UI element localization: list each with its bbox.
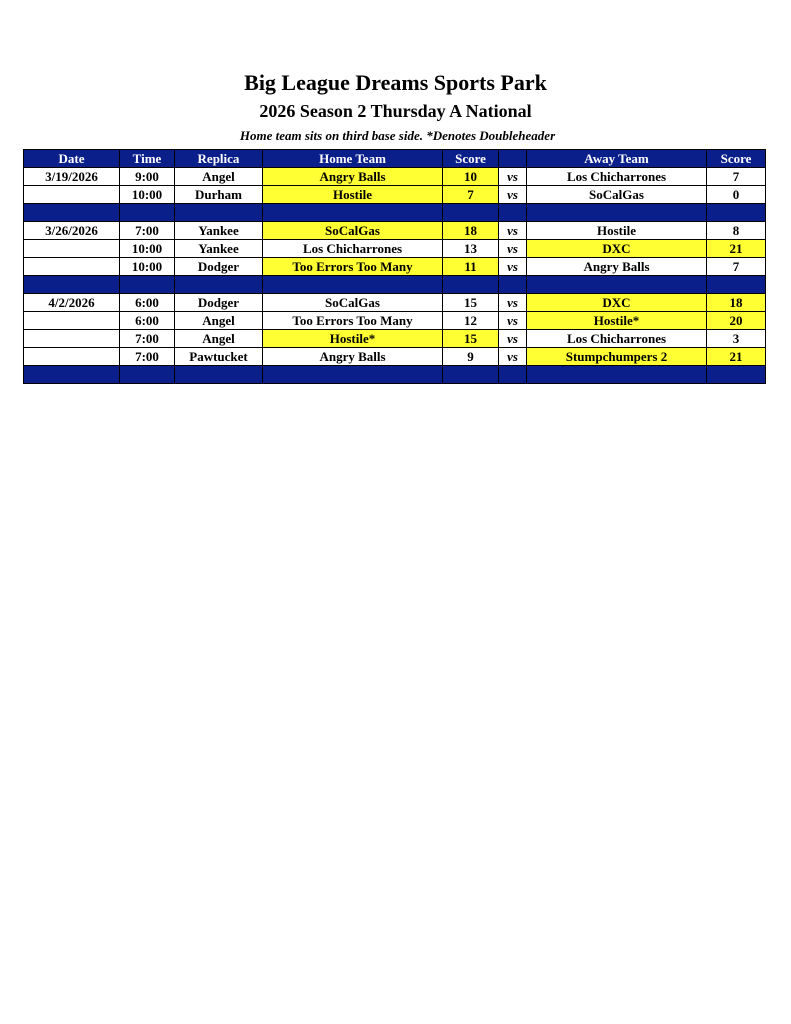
home-score-cell: 12 bbox=[443, 312, 499, 330]
separator-cell bbox=[263, 366, 443, 384]
away-team-cell: Los Chicharrones bbox=[527, 168, 707, 186]
separator-cell bbox=[24, 276, 120, 294]
away-team-cell: DXC bbox=[527, 294, 707, 312]
away-team-cell: Stumpchumpers 2 bbox=[527, 348, 707, 366]
separator-cell bbox=[499, 366, 527, 384]
away-score-cell: 3 bbox=[707, 330, 766, 348]
away-team-cell: Los Chicharrones bbox=[527, 330, 707, 348]
vs-cell: vs bbox=[499, 258, 527, 276]
separator-cell bbox=[707, 276, 766, 294]
home-score-cell: 7 bbox=[443, 186, 499, 204]
separator-cell bbox=[175, 276, 263, 294]
separator-row bbox=[24, 366, 766, 384]
away-team-cell: Angry Balls bbox=[527, 258, 707, 276]
time-cell: 10:00 bbox=[120, 186, 175, 204]
date-cell bbox=[24, 240, 120, 258]
separator-cell bbox=[120, 276, 175, 294]
away-score-cell: 21 bbox=[707, 240, 766, 258]
home-score-cell: 15 bbox=[443, 294, 499, 312]
vs-cell: vs bbox=[499, 240, 527, 258]
vs-cell: vs bbox=[499, 168, 527, 186]
replica-cell: Yankee bbox=[175, 222, 263, 240]
table-row bbox=[24, 240, 766, 258]
time-cell: 6:00 bbox=[120, 312, 175, 330]
home-team-cell: Hostile* bbox=[263, 330, 443, 348]
replica-cell: Pawtucket bbox=[175, 348, 263, 366]
home-team-cell: SoCalGas bbox=[263, 294, 443, 312]
table-row bbox=[24, 348, 766, 366]
time-cell: 6:00 bbox=[120, 294, 175, 312]
date-cell bbox=[24, 258, 120, 276]
replica-cell: Angel bbox=[175, 330, 263, 348]
page-subtitle: 2026 Season 2 Thursday A National bbox=[259, 101, 532, 121]
home-team-cell: Too Errors Too Many bbox=[263, 258, 443, 276]
vs-cell: vs bbox=[499, 312, 527, 330]
table-row bbox=[24, 330, 766, 348]
vs-cell: vs bbox=[499, 348, 527, 366]
separator-row bbox=[24, 204, 766, 222]
time-header: Time bbox=[120, 150, 175, 168]
separator-cell bbox=[499, 276, 527, 294]
date-cell: 3/19/2026 bbox=[24, 168, 120, 186]
replica-cell: Durham bbox=[175, 186, 263, 204]
home-score-cell: 15 bbox=[443, 330, 499, 348]
vs-cell: vs bbox=[499, 330, 527, 348]
away-score-cell: 8 bbox=[707, 222, 766, 240]
date-cell bbox=[24, 186, 120, 204]
home-score-cell: 11 bbox=[443, 258, 499, 276]
table-row bbox=[24, 222, 766, 240]
away-team-cell: Hostile* bbox=[527, 312, 707, 330]
home-team-cell: Los Chicharrones bbox=[263, 240, 443, 258]
separator-cell bbox=[527, 276, 707, 294]
vs-header bbox=[499, 150, 527, 168]
home-team-cell: Angry Balls bbox=[263, 168, 443, 186]
away-score-cell: 0 bbox=[707, 186, 766, 204]
away-team-cell: DXC bbox=[527, 240, 707, 258]
away-score-cell: 7 bbox=[707, 258, 766, 276]
table-row bbox=[24, 294, 766, 312]
page-title: Big League Dreams Sports Park bbox=[244, 70, 547, 95]
separator-cell bbox=[499, 204, 527, 222]
home-team-cell: Too Errors Too Many bbox=[263, 312, 443, 330]
table-row bbox=[24, 258, 766, 276]
home-score-cell: 18 bbox=[443, 222, 499, 240]
vs-cell: vs bbox=[499, 222, 527, 240]
table-row bbox=[24, 312, 766, 330]
separator-cell bbox=[443, 276, 499, 294]
replica-cell: Yankee bbox=[175, 240, 263, 258]
vs-cell: vs bbox=[499, 294, 527, 312]
date-cell: 3/26/2026 bbox=[24, 222, 120, 240]
replica-cell: Dodger bbox=[175, 294, 263, 312]
away-score-cell: 21 bbox=[707, 348, 766, 366]
table-row bbox=[24, 168, 766, 186]
separator-cell bbox=[263, 204, 443, 222]
separator-cell bbox=[707, 366, 766, 384]
schedule-table bbox=[23, 149, 766, 384]
home-team-cell: Angry Balls bbox=[263, 348, 443, 366]
time-cell: 7:00 bbox=[120, 330, 175, 348]
home-score-cell: 10 bbox=[443, 168, 499, 186]
time-cell: 7:00 bbox=[120, 348, 175, 366]
separator-cell bbox=[527, 204, 707, 222]
vs-cell: vs bbox=[499, 186, 527, 204]
replica-header: Replica bbox=[175, 150, 263, 168]
replica-cell: Angel bbox=[175, 168, 263, 186]
table-row bbox=[24, 186, 766, 204]
away-score-header: Score bbox=[707, 150, 766, 168]
separator-cell bbox=[24, 366, 120, 384]
separator-cell bbox=[263, 276, 443, 294]
time-cell: 7:00 bbox=[120, 222, 175, 240]
date-cell bbox=[24, 330, 120, 348]
time-cell: 10:00 bbox=[120, 258, 175, 276]
separator-cell bbox=[443, 366, 499, 384]
replica-cell: Dodger bbox=[175, 258, 263, 276]
time-cell: 9:00 bbox=[120, 168, 175, 186]
away-team-cell: SoCalGas bbox=[527, 186, 707, 204]
home-score-header: Score bbox=[443, 150, 499, 168]
home-team-cell: SoCalGas bbox=[263, 222, 443, 240]
separator-cell bbox=[120, 366, 175, 384]
separator-cell bbox=[120, 204, 175, 222]
time-cell: 10:00 bbox=[120, 240, 175, 258]
date-cell bbox=[24, 348, 120, 366]
separator-cell bbox=[24, 204, 120, 222]
separator-row bbox=[24, 276, 766, 294]
schedule-body bbox=[24, 168, 766, 384]
separator-cell bbox=[175, 366, 263, 384]
date-cell bbox=[24, 312, 120, 330]
date-cell: 4/2/2026 bbox=[24, 294, 120, 312]
header-row bbox=[24, 150, 766, 168]
separator-cell bbox=[175, 204, 263, 222]
home-team-header: Home Team bbox=[263, 150, 443, 168]
away-team-cell: Hostile bbox=[527, 222, 707, 240]
away-team-header: Away Team bbox=[527, 150, 707, 168]
away-score-cell: 18 bbox=[707, 294, 766, 312]
away-score-cell: 20 bbox=[707, 312, 766, 330]
away-score-cell: 7 bbox=[707, 168, 766, 186]
replica-cell: Angel bbox=[175, 312, 263, 330]
doubleheader-note: Home team sits on third base side. *Denotes Doubleheader bbox=[239, 128, 556, 143]
home-score-cell: 13 bbox=[443, 240, 499, 258]
home-score-cell: 9 bbox=[443, 348, 499, 366]
separator-cell bbox=[707, 204, 766, 222]
home-team-cell: Hostile bbox=[263, 186, 443, 204]
separator-cell bbox=[527, 366, 707, 384]
separator-cell bbox=[443, 204, 499, 222]
date-header: Date bbox=[24, 150, 120, 168]
